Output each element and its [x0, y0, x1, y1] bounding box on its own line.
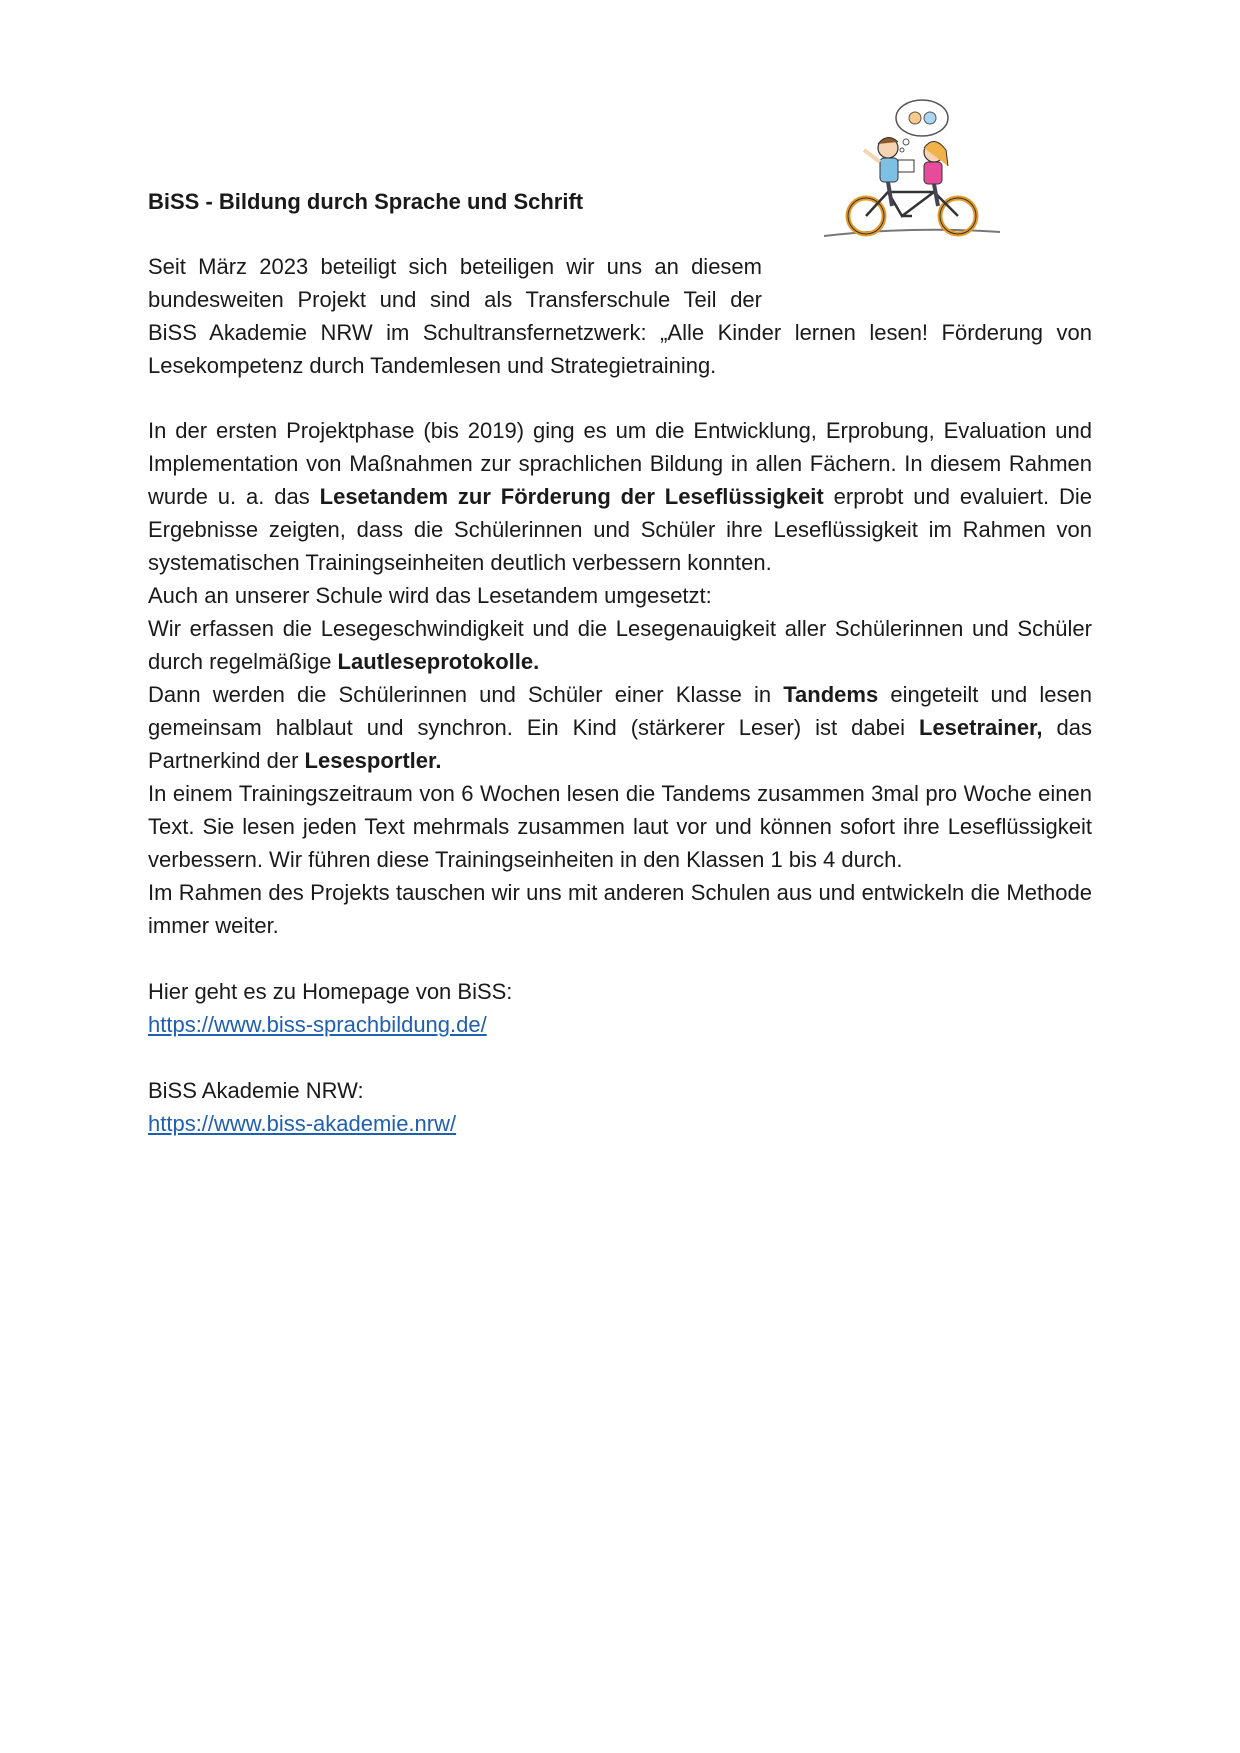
intro-line-1: Seit März 2023 beteiligt sich beteiligen wir uns an diesem [148, 254, 762, 279]
biss-homepage-link[interactable]: https://www.biss-sprachbildung.de/ [148, 1012, 487, 1037]
paragraph-tandems: Dann werden die Schülerinnen und Schüler einer Klasse in Tandems eingeteilt und lesen gemeinsam halblaut und synchron. Ein Kind (stärkerer Leser) ist dabei Lesetrainer, das Partnerkind der Lesesportler. [148, 682, 1092, 773]
document-body [148, 414, 1092, 1140]
paragraph-training-period: In einem Trainingszeitraum von 6 Wochen lesen die Tandems zusammen 3mal pro Woche einen Text. Sie lesen jeden Text mehrmals zusammen laut vor und können sofort ihre Leseflüssigkeit verbessern. Wir führen diese Trainingseinheiten in den Klassen 1 bis 4 durch. [148, 781, 1092, 872]
biss-homepage-label: Hier geht es zu Homepage von BiSS: [148, 979, 513, 1004]
document-title: BiSS - Bildung durch Sprache und Schrift [148, 189, 584, 214]
paragraph-project-phase: In der ersten Projektphase (bis 2019) ging es um die Entwicklung, Erprobung, Evaluation und Implementation von Maßnahmen zur sprachlichen Bildung in allen Fächern. In diesem Rahmen wurde u. a. das Lesetandem zur Förderung der Leseflüssigkeit erprobt und evaluiert. Die Ergebnisse zeigten, dass die Schülerinnen und Schüler ihre Leseflüssigkeit im Rahmen von systematischen Trainingseinheiten deutlich verbessern konnten. [148, 418, 1092, 575]
paragraph-exchange: Im Rahmen des Projekts tauschen wir uns mit anderen Schulen aus und entwickeln die Methode immer weiter. [148, 880, 1092, 938]
biss-akademie-label: BiSS Akademie NRW: [148, 1078, 364, 1103]
paragraph-assessment: Wir erfassen die Lesegeschwindigkeit und die Lesegenauigkeit aller Schülerinnen und Schüler durch regelmäßige Lautleseprotokolle. [148, 616, 1092, 674]
paragraph-school-implementation: Auch an unserer Schule wird das Lesetandem umgesetzt: [148, 583, 712, 608]
biss-akademie-link[interactable]: https://www.biss-akademie.nrw/ [148, 1111, 457, 1136]
tandem-bicycle-children-illustration [822, 96, 1004, 246]
intro-continuation: BiSS Akademie NRW im Schultransfernetzwerk: „Alle Kinder lernen lesen! Förderung von Lesekompetenz durch Tandemlesen und Strategietraining. [148, 320, 1092, 378]
intro-line-2: bundesweiten Projekt und sind als Transferschule Teil der [148, 287, 762, 312]
